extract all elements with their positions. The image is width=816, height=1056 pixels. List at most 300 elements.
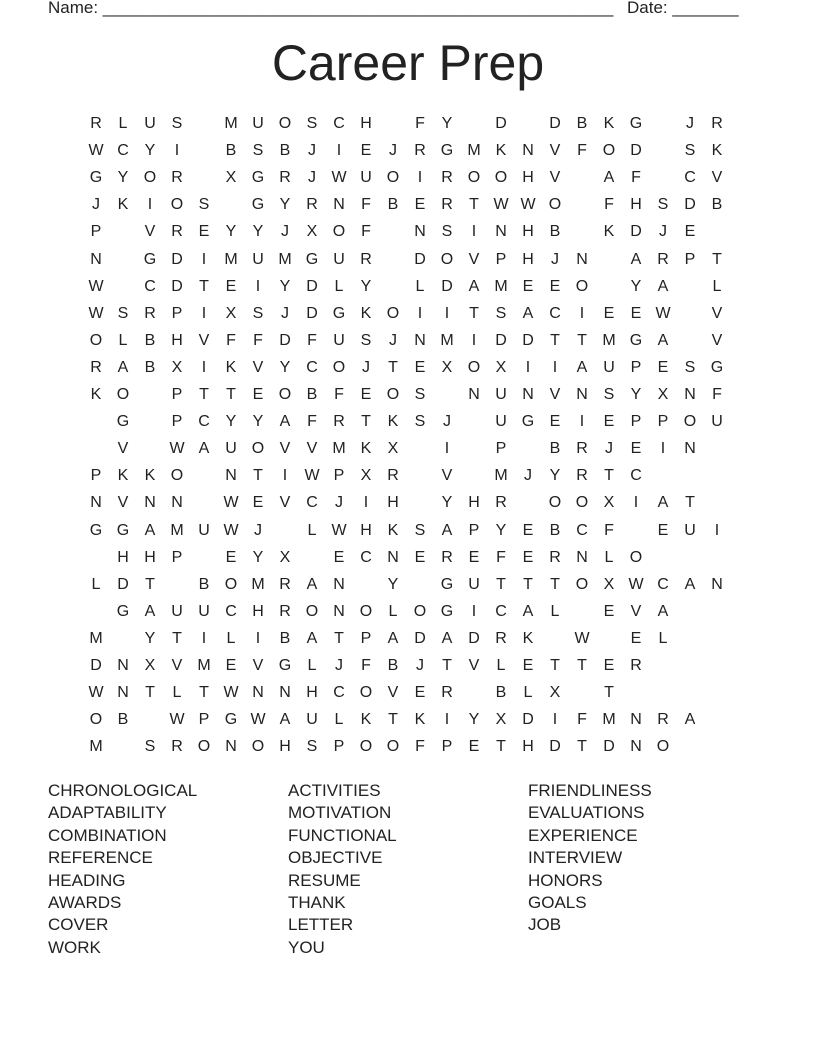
grid-letter: T <box>469 196 479 214</box>
grid-letter: I <box>444 304 450 322</box>
grid-letter: J <box>389 142 397 160</box>
grid-letter: B <box>549 440 561 458</box>
grid-letter: P <box>441 738 453 756</box>
grid-letter: C <box>549 304 561 322</box>
grid-letter: D <box>171 250 183 268</box>
grid-letter: P <box>90 223 102 241</box>
grid-letter: W <box>520 196 536 214</box>
grid-letter: U <box>495 386 507 403</box>
grid-letter: N <box>630 738 642 756</box>
grid-letter: N <box>117 657 129 674</box>
grid-letter: R <box>279 169 291 187</box>
grid-letter: T <box>199 277 209 295</box>
grid-letter: I <box>633 494 639 512</box>
grid-letter: D <box>630 223 642 241</box>
grid-letter: O <box>278 386 292 403</box>
grid-letter: F <box>361 223 371 241</box>
word-list-item: FUNCTIONAL <box>288 825 397 845</box>
word-list-item: FRIENDLINESS <box>528 781 652 800</box>
word-list-item: INTERVIEW <box>528 848 623 868</box>
grid-letter: T <box>577 738 587 756</box>
grid-letter: W <box>169 711 185 729</box>
grid-letter: F <box>577 142 587 160</box>
grid-letter: Y <box>630 386 642 403</box>
grid-letter: O <box>440 250 454 268</box>
grid-letter: E <box>603 602 615 620</box>
grid-letter: J <box>362 358 370 376</box>
grid-letter: D <box>549 115 561 132</box>
grid-letter: W <box>493 196 509 214</box>
grid-letter: O <box>143 169 157 187</box>
grid-letter: P <box>171 413 183 431</box>
grid-letter: J <box>416 657 424 674</box>
grid-letter: R <box>657 711 669 729</box>
grid-letter: R <box>711 115 723 132</box>
date-field-label: Date: _______ <box>627 0 739 17</box>
grid-letter: T <box>442 657 452 674</box>
grid-letter: T <box>712 250 722 268</box>
grid-letter: O <box>386 169 400 187</box>
grid-letter: O <box>305 602 319 620</box>
word-list-item: LETTER <box>288 915 354 935</box>
grid-letter: A <box>468 277 480 295</box>
grid-letter: Y <box>468 711 480 729</box>
grid-letter: B <box>387 657 399 674</box>
grid-letter: U <box>252 250 264 268</box>
grid-letter: Y <box>252 413 264 431</box>
grid-letter: H <box>522 169 534 187</box>
grid-letter: N <box>117 684 129 702</box>
grid-letter: K <box>387 413 399 431</box>
grid-letter: I <box>471 223 477 241</box>
grid-letter: B <box>549 521 561 539</box>
grid-letter: E <box>684 223 696 241</box>
grid-letter: F <box>415 115 425 132</box>
grid-letter: R <box>279 602 291 620</box>
grid-letter: A <box>684 575 696 593</box>
grid-letter: E <box>252 494 264 512</box>
grid-letter: K <box>495 142 507 160</box>
grid-letter: R <box>171 223 183 241</box>
grid-letter: O <box>332 223 346 241</box>
grid-letter: O <box>224 575 238 593</box>
grid-letter: V <box>711 304 723 322</box>
grid-letter: E <box>252 386 264 403</box>
grid-letter: F <box>307 413 317 431</box>
grid-letter: G <box>116 521 130 539</box>
grid-letter: P <box>630 413 642 431</box>
grid-letter: L <box>118 331 128 349</box>
grid-letter: O <box>629 548 643 566</box>
grid-letter: C <box>657 575 669 593</box>
grid-letter: P <box>495 250 507 268</box>
grid-letter: Y <box>252 548 264 566</box>
grid-letter: E <box>360 386 372 403</box>
grid-letter: R <box>441 196 453 214</box>
grid-letter: R <box>171 738 183 756</box>
grid-letter: M <box>467 142 481 160</box>
word-list-item: RESUME <box>288 870 361 890</box>
grid-letter: J <box>281 223 289 241</box>
grid-letter: A <box>144 602 156 620</box>
grid-letter: T <box>172 629 182 647</box>
grid-letter: I <box>255 277 261 295</box>
grid-letter: S <box>117 304 129 322</box>
grid-letter: E <box>468 548 480 566</box>
word-list-column-1 <box>48 780 197 959</box>
grid-letter: P <box>90 467 102 485</box>
grid-letter: E <box>333 548 345 566</box>
grid-letter: G <box>116 413 130 431</box>
grid-letter: P <box>333 467 345 485</box>
grid-letter: J <box>605 440 613 458</box>
grid-letter: S <box>306 115 318 132</box>
grid-letter: D <box>603 738 615 756</box>
grid-letter: T <box>604 467 614 485</box>
grid-letter: N <box>414 331 426 349</box>
grid-letter: B <box>576 115 588 132</box>
grid-letter: O <box>251 440 265 458</box>
grid-letter: R <box>441 684 453 702</box>
grid-letter: V <box>711 169 723 187</box>
grid-letter: O <box>278 115 292 132</box>
grid-letter: A <box>306 629 318 647</box>
grid-letter: V <box>198 331 210 349</box>
grid-letter: X <box>657 386 669 403</box>
grid-letter: V <box>252 657 264 674</box>
grid-letter: W <box>88 684 104 702</box>
grid-letter: V <box>549 386 561 403</box>
grid-letter: G <box>305 250 319 268</box>
grid-letter: L <box>415 277 425 295</box>
grid-letter: R <box>495 494 507 512</box>
grid-letter: O <box>170 196 184 214</box>
grid-letter: N <box>414 223 426 241</box>
grid-letter: I <box>201 250 207 268</box>
grid-letter: D <box>441 277 453 295</box>
grid-letter: K <box>360 440 372 458</box>
grid-letter: V <box>279 494 291 512</box>
word-list-item: MOTIVATION <box>288 803 392 823</box>
grid-letter: A <box>522 304 534 322</box>
grid-letter: O <box>116 386 130 403</box>
grid-letter: N <box>576 250 588 268</box>
grid-letter: L <box>496 657 506 674</box>
grid-letter: U <box>171 602 183 620</box>
grid-letter: V <box>630 602 642 620</box>
grid-letter: B <box>144 331 156 349</box>
grid-letter: I <box>471 331 477 349</box>
grid-letter: G <box>629 331 643 349</box>
grid-letter: O <box>251 738 265 756</box>
grid-letter: S <box>414 386 426 403</box>
grid-letter: M <box>440 331 454 349</box>
grid-letter: R <box>549 548 561 566</box>
word-list-item: YOU <box>288 937 325 957</box>
grid-letter: Y <box>495 521 507 539</box>
grid-letter: D <box>522 711 534 729</box>
grid-letter: N <box>495 223 507 241</box>
grid-letter: C <box>198 413 210 431</box>
grid-letter: S <box>198 196 210 214</box>
grid-letter: X <box>225 169 237 187</box>
grid-letter: A <box>387 629 399 647</box>
grid-letter: M <box>197 657 211 674</box>
word-list-item: CHRONOLOGICAL <box>48 781 198 800</box>
grid-letter: D <box>630 142 642 160</box>
grid-letter: P <box>630 358 642 376</box>
grid-letter: G <box>251 169 265 187</box>
grid-letter: B <box>117 711 129 729</box>
grid-letter: M <box>170 521 184 539</box>
grid-letter: Y <box>144 629 156 647</box>
grid-letter: R <box>90 358 102 376</box>
grid-letter: F <box>226 331 236 349</box>
grid-letter: T <box>226 386 236 403</box>
grid-letter: K <box>603 115 615 132</box>
grid-letter: E <box>630 440 642 458</box>
grid-letter: G <box>440 142 454 160</box>
grid-letter: S <box>684 142 696 160</box>
grid-letter: W <box>169 440 185 458</box>
grid-letter: E <box>414 196 426 214</box>
grid-letter: N <box>90 250 102 268</box>
grid-letter: J <box>686 115 694 132</box>
grid-letter: D <box>414 629 426 647</box>
grid-letter: X <box>306 223 318 241</box>
grid-letter: X <box>144 657 156 674</box>
grid-letter: F <box>415 738 425 756</box>
grid-letter: F <box>334 386 344 403</box>
grid-letter: E <box>225 548 237 566</box>
grid-letter: W <box>250 711 266 729</box>
grid-letter: F <box>604 196 614 214</box>
grid-letter: V <box>117 494 129 512</box>
grid-letter: C <box>495 602 507 620</box>
word-list-item: AWARDS <box>48 893 122 913</box>
grid-letter: E <box>549 277 561 295</box>
grid-letter: C <box>306 494 318 512</box>
grid-letter: C <box>333 684 345 702</box>
grid-letter: A <box>441 629 453 647</box>
grid-letter: O <box>197 738 211 756</box>
grid-letter: R <box>171 169 183 187</box>
grid-letter: C <box>306 358 318 376</box>
grid-letter: O <box>332 358 346 376</box>
grid-letter: L <box>91 575 101 593</box>
grid-letter: K <box>414 711 426 729</box>
grid-letter: B <box>225 142 237 160</box>
grid-letter: C <box>333 115 345 132</box>
grid-letter: I <box>579 304 585 322</box>
grid-letter: S <box>657 196 669 214</box>
grid-letter: L <box>658 629 668 647</box>
grid-letter: E <box>522 521 534 539</box>
grid-letter: C <box>117 142 129 160</box>
grid-letter: O <box>359 602 373 620</box>
grid-letter: Y <box>387 575 399 593</box>
grid-letter: U <box>495 413 507 431</box>
grid-letter: H <box>252 602 264 620</box>
grid-letter: Y <box>549 467 561 485</box>
grid-letter: P <box>171 386 183 403</box>
grid-letter: N <box>711 575 723 593</box>
grid-letter: W <box>304 467 320 485</box>
grid-letter: M <box>224 115 238 132</box>
grid-letter: G <box>521 413 535 431</box>
grid-letter: S <box>684 358 696 376</box>
grid-letter: E <box>603 413 615 431</box>
grid-letter: L <box>307 521 317 539</box>
grid-letter: E <box>198 223 210 241</box>
grid-letter: M <box>89 738 103 756</box>
grid-letter: P <box>333 738 345 756</box>
grid-letter: A <box>657 494 669 512</box>
grid-letter: T <box>550 657 560 674</box>
grid-letter: A <box>279 413 291 431</box>
grid-letter: E <box>468 738 480 756</box>
grid-letter: M <box>602 711 616 729</box>
grid-letter: C <box>684 169 696 187</box>
grid-letter: U <box>225 440 237 458</box>
grid-letter: F <box>631 169 641 187</box>
grid-letter: J <box>443 413 451 431</box>
grid-letter: W <box>88 277 104 295</box>
grid-letter: P <box>468 521 480 539</box>
grid-letter: L <box>307 657 317 674</box>
grid-letter: O <box>359 684 373 702</box>
grid-letter: J <box>551 250 559 268</box>
word-list-item: REFERENCE <box>48 848 153 868</box>
grid-letter: F <box>361 657 371 674</box>
grid-letter: G <box>89 169 103 187</box>
grid-letter: Y <box>144 142 156 160</box>
grid-letter: E <box>414 684 426 702</box>
grid-letter: T <box>604 684 614 702</box>
grid-letter: B <box>279 629 291 647</box>
grid-letter: K <box>90 386 102 403</box>
grid-letter: J <box>281 304 289 322</box>
grid-letter: X <box>495 711 507 729</box>
grid-letter: Y <box>225 223 237 241</box>
grid-letter: N <box>225 467 237 485</box>
grid-letter: U <box>360 169 372 187</box>
grid-letter: N <box>576 386 588 403</box>
grid-letter: J <box>335 657 343 674</box>
grid-letter: O <box>656 738 670 756</box>
grid-letter: P <box>171 304 183 322</box>
grid-letter: D <box>279 331 291 349</box>
grid-letter: W <box>88 142 104 160</box>
grid-letter: O <box>386 738 400 756</box>
grid-letter: C <box>630 467 642 485</box>
grid-letter: S <box>603 386 615 403</box>
grid-letter: A <box>117 358 129 376</box>
grid-letter: U <box>198 521 210 539</box>
grid-letter: S <box>414 521 426 539</box>
grid-letter: F <box>712 386 722 403</box>
grid-letter: M <box>89 629 103 647</box>
grid-letter: I <box>336 142 342 160</box>
grid-letter: E <box>522 277 534 295</box>
grid-letter: X <box>603 494 615 512</box>
grid-letter: O <box>89 331 103 349</box>
grid-letter: G <box>440 602 454 620</box>
grid-letter: Y <box>252 223 264 241</box>
grid-letter: U <box>711 413 723 431</box>
grid-letter: P <box>495 440 507 458</box>
word-list-column-2 <box>288 780 397 959</box>
word-list-item: WORK <box>48 937 101 957</box>
grid-letter: P <box>657 413 669 431</box>
grid-letter: G <box>629 115 643 132</box>
grid-letter: F <box>604 521 614 539</box>
grid-letter: R <box>414 142 426 160</box>
grid-letter: V <box>306 440 318 458</box>
grid-letter: R <box>657 250 669 268</box>
grid-letter: T <box>577 657 587 674</box>
grid-letter: O <box>386 386 400 403</box>
grid-letter: V <box>117 440 129 458</box>
grid-letter: W <box>223 684 239 702</box>
grid-letter: X <box>549 684 561 702</box>
grid-letter: B <box>387 196 399 214</box>
word-list-item: ACTIVITIES <box>288 781 381 800</box>
grid-letter: P <box>360 629 372 647</box>
grid-letter: F <box>253 331 263 349</box>
grid-letter: O <box>467 169 481 187</box>
grid-letter: I <box>255 629 261 647</box>
grid-letter: M <box>224 250 238 268</box>
grid-letter: L <box>118 115 128 132</box>
grid-letter: E <box>522 657 534 674</box>
grid-letter: A <box>630 250 642 268</box>
grid-letter: N <box>522 386 534 403</box>
grid-letter: J <box>389 331 397 349</box>
grid-letter: W <box>628 575 644 593</box>
grid-letter: I <box>552 711 558 729</box>
grid-letter: W <box>655 304 671 322</box>
grid-letter: N <box>684 440 696 458</box>
grid-letter: C <box>144 277 156 295</box>
word-list-item: ADAPTABILITY <box>48 803 167 823</box>
grid-letter: V <box>279 440 291 458</box>
grid-letter: H <box>117 548 129 566</box>
grid-letter: R <box>90 115 102 132</box>
grid-letter: V <box>549 142 561 160</box>
grid-letter: A <box>198 440 210 458</box>
grid-letter: H <box>144 548 156 566</box>
grid-letter: B <box>144 358 156 376</box>
grid-letter: B <box>306 386 318 403</box>
grid-letter: W <box>88 304 104 322</box>
grid-letter: S <box>441 223 453 241</box>
grid-letter: A <box>576 358 588 376</box>
grid-letter: R <box>144 304 156 322</box>
grid-letter: E <box>225 657 237 674</box>
grid-letter: U <box>144 115 156 132</box>
word-list-item: THANK <box>288 893 346 913</box>
grid-letter: H <box>306 684 318 702</box>
grid-letter: A <box>279 711 291 729</box>
grid-letter: S <box>252 142 264 160</box>
grid-letter: I <box>660 440 666 458</box>
grid-letter: N <box>576 548 588 566</box>
grid-letter: E <box>360 142 372 160</box>
grid-letter: T <box>199 684 209 702</box>
grid-letter: O <box>683 413 697 431</box>
grid-letter: U <box>333 250 345 268</box>
